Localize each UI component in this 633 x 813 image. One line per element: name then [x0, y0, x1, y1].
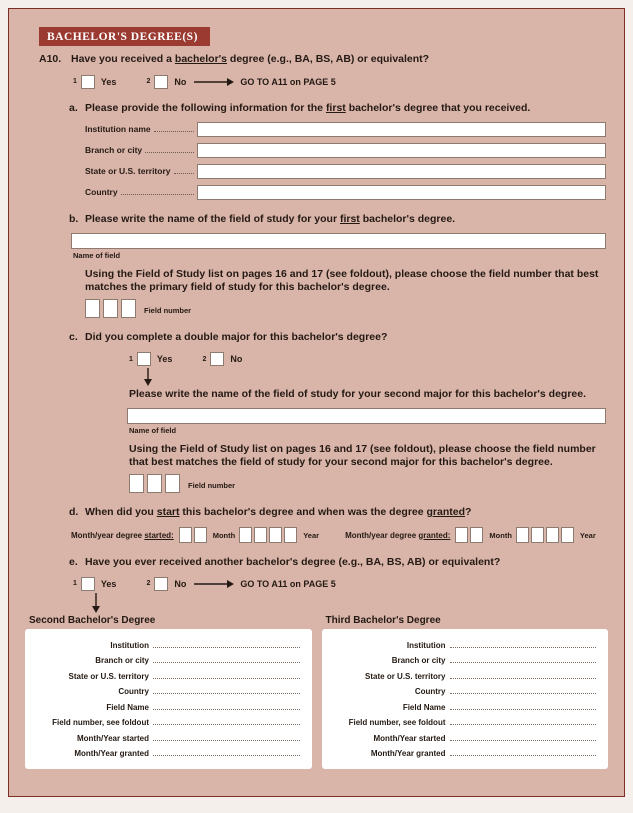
field-number-digit-box[interactable]: [121, 299, 136, 318]
subquestion-a-letter: a.: [69, 101, 78, 114]
name-of-field-label: Name of field: [129, 426, 177, 436]
write-in-line[interactable]: [450, 653, 597, 663]
panel-row: [31, 684, 300, 700]
panel-row: [328, 669, 597, 685]
field-number-digit-box[interactable]: [85, 299, 100, 318]
write-in-line[interactable]: [450, 684, 597, 694]
granted-year-box[interactable]: [531, 527, 544, 543]
second-degree-card: [25, 629, 312, 769]
field-row-institution: [85, 122, 606, 137]
field-number-label: Field number: [144, 306, 192, 316]
row-label: Institution: [406, 640, 446, 650]
field-row-branch: [85, 143, 606, 158]
c-yes-checkbox[interactable]: [137, 352, 151, 366]
subquestion-c: [69, 331, 602, 343]
subquestion-b-letter: b.: [69, 212, 79, 225]
row-label: Month/Year started: [373, 733, 446, 743]
granted-month-box[interactable]: [455, 527, 468, 543]
e-yes-code: 1: [73, 580, 77, 588]
first-degree-fields: [85, 122, 606, 200]
c-no-checkbox[interactable]: [210, 352, 224, 366]
subquestion-d-text-part: ?: [465, 506, 472, 519]
subquestion-b-text: [85, 213, 455, 225]
date-granted-label-part: Month/year degree: [345, 530, 419, 540]
year-label: Year: [579, 530, 596, 540]
subquestion-b: [69, 213, 602, 225]
a10-choices: [73, 75, 608, 89]
row-label: Month/Year granted: [74, 749, 149, 759]
year-label: Year: [303, 530, 320, 540]
started-year-box[interactable]: [269, 527, 282, 543]
row-label: Country: [414, 687, 446, 697]
subquestion-a-text-underlined: first: [325, 101, 346, 114]
date-started-label: [71, 531, 174, 540]
question-a10: [39, 53, 602, 66]
question-a10-text: [71, 53, 429, 66]
question-a10-text-part: Have you received a: [71, 53, 175, 65]
c-no-code: 2: [202, 355, 207, 363]
skip-arrow-icon: [194, 77, 234, 87]
c-choices: [129, 352, 608, 366]
row-label: Field Name: [106, 702, 149, 712]
state-territory-input[interactable]: [197, 164, 606, 179]
state-territory-label: [85, 166, 197, 176]
panel-row: [328, 731, 597, 747]
additional-degrees-panels: [25, 615, 608, 769]
a10-yes-checkbox[interactable]: [81, 75, 95, 89]
month-label: Month: [212, 530, 236, 540]
panel-row: [328, 638, 597, 654]
branch-city-input[interactable]: [197, 143, 606, 158]
branch-city-label: [85, 145, 197, 155]
field-row-state: [85, 164, 606, 179]
started-year-box[interactable]: [254, 527, 267, 543]
field-row-country: [85, 185, 606, 200]
a10-no-checkbox[interactable]: [154, 75, 168, 89]
panel-row: [31, 746, 300, 762]
write-in-line[interactable]: [450, 638, 597, 648]
granted-month-box[interactable]: [470, 527, 483, 543]
panel-row: [328, 684, 597, 700]
subquestion-e: [69, 556, 602, 568]
subquestion-b-text-part: Please write the name of the field of study for your: [85, 212, 340, 225]
e-goto-instruction: GO TO A11 on PAGE 5: [240, 578, 336, 589]
panel-row: [328, 653, 597, 669]
question-a10-text-underlined: bachelor's: [174, 53, 228, 65]
subquestion-e-letter: e.: [69, 555, 78, 568]
degree-dates-row: [71, 527, 608, 543]
c-no-label: No: [230, 354, 243, 365]
a10-goto-instruction: GO TO A11 on PAGE 5: [240, 76, 336, 87]
institution-name-label: [85, 124, 197, 134]
field-number-digit-box[interactable]: [165, 474, 180, 493]
field-number-digit-box[interactable]: [103, 299, 118, 318]
institution-name-label-text: Institution name: [85, 124, 151, 135]
dotted-leader: [145, 152, 194, 153]
row-label: State or U.S. territory: [68, 671, 149, 681]
subquestion-b-text-part: bachelor's degree.: [359, 212, 456, 225]
subquestion-a: [69, 102, 602, 114]
granted-year-box[interactable]: [561, 527, 574, 543]
row-label: Month/Year started: [76, 733, 149, 743]
subquestion-d-text: [85, 506, 471, 518]
e-no-checkbox[interactable]: [154, 577, 168, 591]
date-granted-group: [345, 527, 598, 543]
row-label: Branch or city: [95, 656, 149, 666]
started-year-box[interactable]: [284, 527, 297, 543]
subquestion-e-text: Have you ever received another bachelor's degree (e.g., BA, BS, AB) or equivalent?: [85, 555, 501, 568]
row-label: Branch or city: [391, 656, 446, 666]
country-input[interactable]: [197, 185, 606, 200]
section-header: [39, 27, 210, 46]
row-label: State or U.S. territory: [365, 671, 446, 681]
country-label-text: Country: [85, 187, 118, 198]
skip-arrow-icon: [194, 579, 234, 589]
branch-city-label-text: Branch or city: [85, 145, 143, 156]
subquestion-d-letter: d.: [69, 506, 79, 519]
third-degree-title: Third Bachelor's Degree: [325, 614, 441, 626]
e-choices: [73, 577, 608, 591]
field-number-instruction-b: Using the Field of Study list on pages 16 and 17 (see foldout), please choose the field number that best matches the primary field of study for this bachelor's degree.: [85, 268, 599, 293]
third-degree-panel: [322, 615, 609, 769]
row-label: Field number, see foldout: [348, 718, 446, 728]
panel-row: [31, 700, 300, 716]
third-degree-card: [322, 629, 609, 769]
month-label: Month: [489, 530, 512, 540]
started-month-box[interactable]: [179, 527, 192, 543]
a10-no-code: 2: [146, 78, 151, 86]
write-in-line[interactable]: [153, 638, 300, 648]
panel-row: [31, 715, 300, 731]
panel-row: [328, 715, 597, 731]
write-in-line[interactable]: [450, 746, 597, 756]
started-year-box[interactable]: [239, 527, 252, 543]
subquestion-c-text: Did you complete a double major for this bachelor's degree?: [85, 331, 388, 344]
field-number-label: Field number: [188, 481, 236, 491]
subquestion-a-text-part: bachelor's degree that you received.: [345, 101, 531, 114]
subquestion-b-text-underlined: first: [339, 212, 360, 225]
field-number-digit-box[interactable]: [129, 474, 144, 493]
date-started-label-underlined: started:: [144, 530, 174, 540]
subquestion-d-text-underlined: start: [156, 506, 180, 519]
granted-year-box[interactable]: [516, 527, 529, 543]
started-month-box[interactable]: [194, 527, 207, 543]
dotted-leader: [121, 194, 194, 195]
write-in-line[interactable]: [153, 700, 300, 710]
e-yes-checkbox[interactable]: [81, 577, 95, 591]
a10-no-label: No: [174, 76, 187, 87]
country-label: [85, 187, 197, 197]
yes-down-arrow-icon: [143, 368, 153, 386]
panel-row: [328, 746, 597, 762]
institution-name-input[interactable]: [197, 122, 606, 137]
granted-year-box[interactable]: [546, 527, 559, 543]
first-degree-field-name-input[interactable]: [71, 233, 606, 249]
c-subquestion-text: Please write the name of the field of study for your second major for this bachelor's degree.: [129, 388, 587, 401]
write-in-line[interactable]: [450, 700, 597, 710]
panel-row: [31, 731, 300, 747]
panel-row: [328, 700, 597, 716]
section-title: BACHELOR'S DEGREE(S): [47, 31, 198, 43]
row-label: Country: [118, 687, 149, 697]
question-a10-number: A10.: [39, 53, 62, 65]
c-yes-label: Yes: [156, 354, 173, 365]
subquestion-a-text-part: Please provide the following information for the: [85, 101, 326, 114]
write-in-line[interactable]: [153, 746, 300, 756]
field-number-instruction-c: Using the Field of Study list on pages 16 and 17 (see foldout), please choose the field number that best matches the field of study for your second major for this bachelor's degree.: [129, 443, 596, 468]
e-no-label: No: [174, 578, 187, 589]
write-in-line[interactable]: [450, 715, 597, 725]
write-in-line[interactable]: [153, 715, 300, 725]
form-page: [8, 8, 625, 797]
subquestion-d-text-part: When did you: [85, 506, 157, 519]
subquestion-d: [69, 506, 602, 518]
write-in-line[interactable]: [450, 731, 597, 741]
name-of-field-label: Name of field: [73, 251, 121, 261]
write-in-line[interactable]: [153, 731, 300, 741]
write-in-line[interactable]: [153, 669, 300, 679]
yes-down-arrow-icon: [91, 593, 101, 613]
field-number-boxes-c: [129, 474, 608, 493]
field-number-digit-box[interactable]: [147, 474, 162, 493]
second-degree-title: Second Bachelor's Degree: [29, 614, 156, 626]
row-label: Field Name: [402, 702, 446, 712]
a10-yes-code: 1: [73, 78, 77, 86]
date-granted-label: [345, 531, 450, 540]
row-label: Month/Year granted: [370, 749, 446, 759]
panel-row: [31, 653, 300, 669]
row-label: Institution: [110, 640, 149, 650]
a10-yes-label: Yes: [100, 76, 117, 87]
e-yes-label: Yes: [100, 578, 117, 589]
subquestion-d-text-underlined: granted: [426, 506, 466, 519]
panel-row: [31, 638, 300, 654]
date-granted-label-underlined: granted:: [418, 530, 451, 540]
panel-row: [31, 669, 300, 685]
dotted-leader: [174, 173, 195, 174]
e-no-code: 2: [146, 580, 151, 588]
second-degree-panel: [25, 615, 312, 769]
date-started-label-part: Month/year degree: [71, 530, 145, 540]
field-number-boxes-b: [85, 299, 608, 318]
dotted-leader: [154, 131, 194, 132]
write-in-line[interactable]: [153, 684, 300, 694]
question-a10-text-part: degree (e.g., BA, BS, AB) or equivalent?: [227, 53, 430, 65]
subquestion-d-text-part: this bachelor's degree and when was the degree: [179, 506, 427, 519]
subquestion-a-text: [85, 102, 530, 114]
c-yes-code: 1: [129, 355, 133, 363]
write-in-line[interactable]: [153, 653, 300, 663]
subquestion-c-letter: c.: [69, 331, 78, 344]
second-major-field-name-input[interactable]: [127, 408, 606, 424]
state-territory-label-text: State or U.S. territory: [85, 166, 171, 177]
write-in-line[interactable]: [450, 669, 597, 679]
date-started-group: [71, 527, 321, 543]
row-label: Field number, see foldout: [52, 718, 149, 728]
